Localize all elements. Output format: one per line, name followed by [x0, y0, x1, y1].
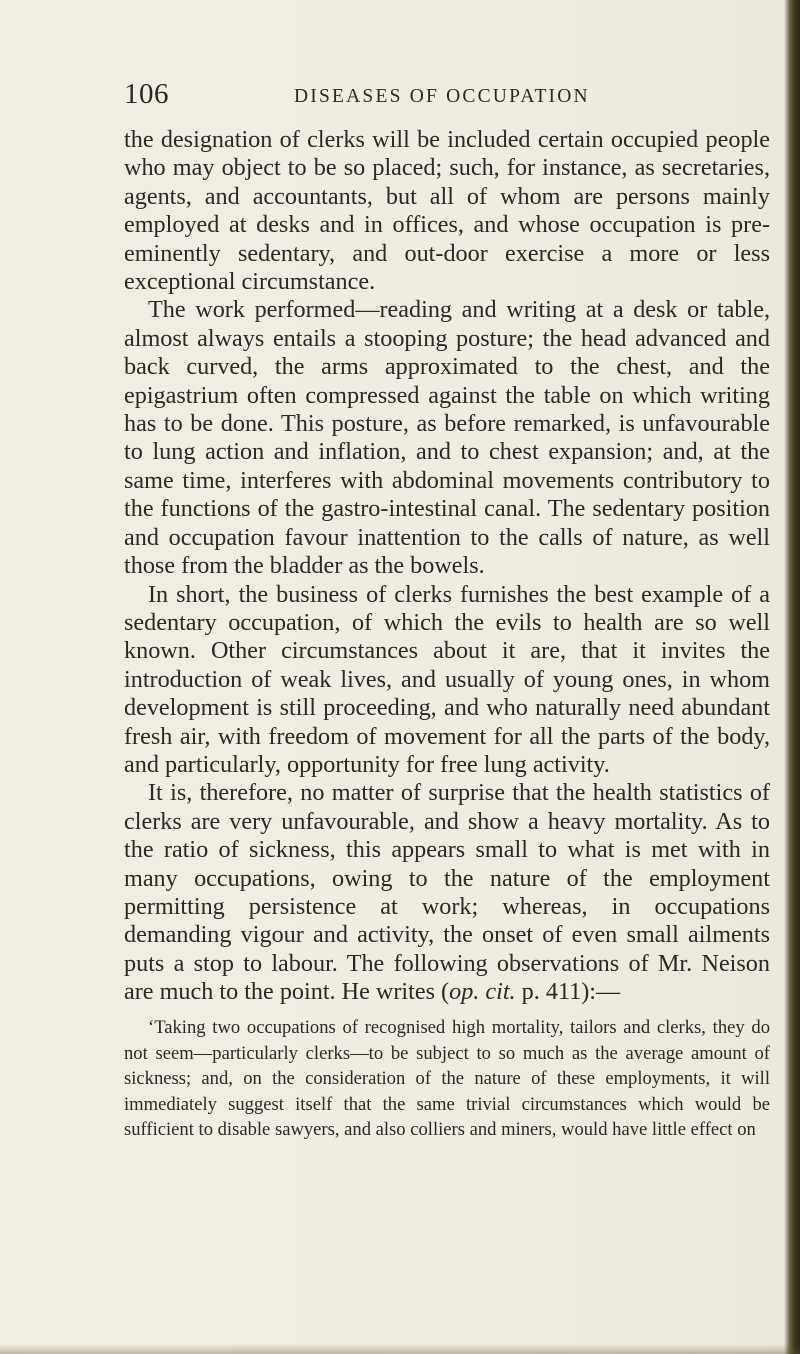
paragraph-2: The work performed—reading and writing at a desk or table, almost always entails a stooping posture; the head advanced and back curved, the arms approximated to the chest, and the epigastrium often compressed against the table on which writing has to be done. This posture, as before remarked, is unfavourable to lung action and inflation, and to chest expansion; and, at the same time, interferes with abdominal movements contributory to the functions of the gastro-intestinal canal. The sedentary position and occupation favour inattention to the calls of nature, as well those from the bladder as the bowels. [124, 296, 770, 580]
paragraph-3: In short, the business of clerks furnishes the best example of a sedentary occupation, of which the evils to health are so well known. Other circumstances about it are, that it invites the introduction of weak lives, and usually of young ones, in whom development is still proceeding, and who naturally need abundant fresh air, with freedom of movement for all the parts of the body, and particularly, opportunity for free lung activity. [124, 580, 770, 778]
page-header [124, 78, 764, 114]
quote-text: ‘Taking two occupations of recognised high mortality, tailors and clerks, they do not seem—particularly clerks—to be subject to so much as the average amount of sickness; and, on the consideration of the nature of these employments, it will immediately suggest itself that the same trivial circumstances which would be sufficient to disable sawyers, and also colliers and miners, would have little effect on [124, 1017, 770, 1141]
paragraph-4 [124, 779, 770, 1006]
paragraph-4-tail: p. 411):— [515, 978, 621, 1006]
paragraph-4-text: It is, therefore, no matter of surprise that the health statistics of clerks are very unfavourable, and show a heavy mortality. As to the ratio of sickness, this appears small to what is met with in many occupations, owing to the nature of the employment permitting persistence at work; whereas, in occupations demanding vigour and activity, the onset of even small ailments puts a stop to labour. The following observations of Mr. Neison are much to the point. He writes ( [124, 779, 770, 1006]
page-bottom-shadow [0, 1344, 800, 1354]
running-head: DISEASES OF OCCUPATION [294, 86, 590, 107]
citation: op. cit. [449, 978, 516, 1006]
paragraph-1: the designation of clerks will be included certain occupied people who may object to be so placed; such, for instance, as secretaries, agents, and accountants, but all of whom are persons mainly employed at desks and in offices, and whose occupation is pre-eminently sedentary, and out-door exercise a more or less exceptional circumstance. [124, 126, 770, 296]
page-edge-shadow [784, 0, 800, 1354]
page-number: 106 [124, 78, 169, 110]
block-quote [124, 1015, 770, 1143]
body-text [124, 126, 770, 1007]
